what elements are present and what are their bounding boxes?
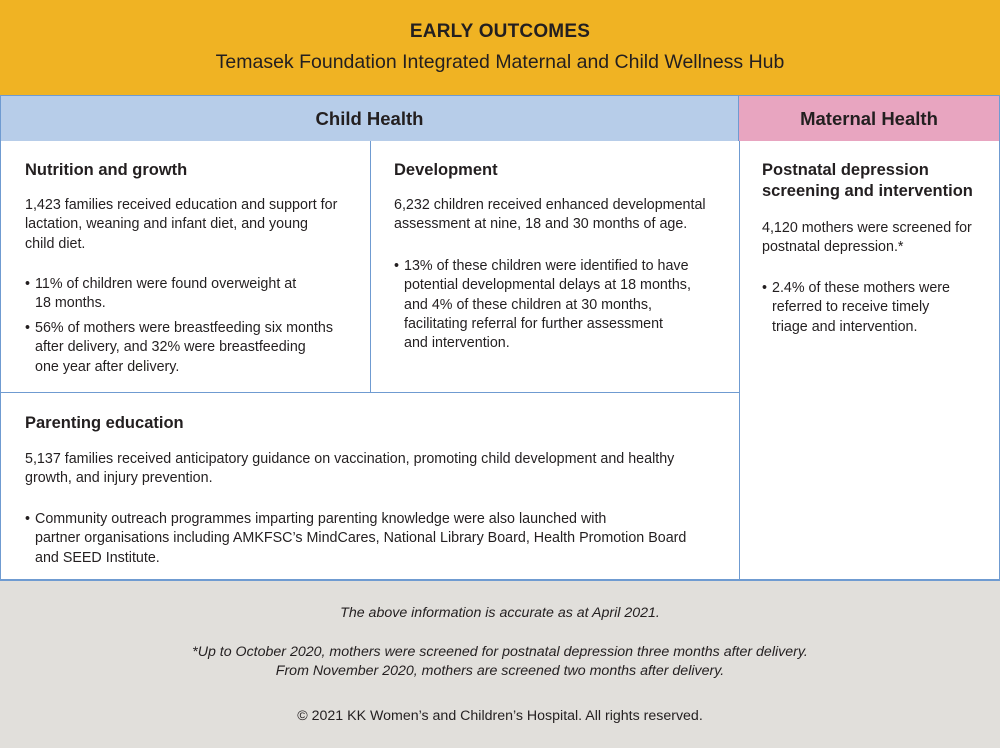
maternal-panel [739,141,1000,580]
nutrition-summary [25,196,337,254]
maternal-title [762,160,973,202]
accuracy-note: The above information is accurate as at April 2021. [340,605,660,621]
footnote-line: From November 2020, mothers are screened two months after delivery. [275,663,725,679]
text-line: 1,423 families received education and support for [25,197,338,213]
child-health-label: Child Health [315,108,424,129]
bullet-icon: • [762,280,768,296]
text-line: one year after delivery. [35,358,180,375]
text-line: 6,232 children received enhanced developmental [394,197,706,213]
parenting-title: Parenting education [25,414,184,432]
development-title: Development [394,161,498,179]
text-line: partner organisations including AMKFSC’s MindCares, National Library Board, Health Promotion Board [35,530,687,547]
text-line: and intervention. [404,335,510,352]
title-line: screening and intervention [762,182,973,200]
text-line: lactation, weaning and infant diet, and young [25,216,308,233]
text-line: postnatal depression.* [762,239,904,256]
text-line: 5,137 families received anticipatory guidance on vaccination, promoting child development and healthy [25,451,675,467]
text-line: assessment at nine, 18 and 30 months of age. [394,216,688,233]
text-line: 2.4% of these mothers were [772,280,951,296]
bullet-icon: • [394,258,400,274]
text-line: and 4% of these children at 30 months, [404,296,652,313]
parenting-bullet [25,510,686,568]
child-health-band [0,95,739,142]
nutrition-bullet [25,275,296,314]
header-banner [0,0,1000,95]
parenting-panel [0,392,740,580]
bullet-icon: • [25,511,31,527]
bullet-icon: • [25,320,31,336]
maternal-health-label: Maternal Health [800,108,938,129]
text-line: 56% of mothers were breastfeeding six months [35,320,334,336]
text-line: potential developmental delays at 18 months, [404,277,691,294]
text-line: facilitating referral for further assessment [404,315,664,332]
bullet-icon: • [25,276,31,292]
text-line: triage and intervention. [772,318,918,335]
text-line: child diet. [25,235,86,252]
text-line: 11% of children were found overweight at [35,276,297,292]
text-line: growth, and injury prevention. [25,470,213,487]
footnote-line: *Up to October 2020, mothers were screened for postnatal depression three months after delivery. [192,644,808,660]
text-line: referred to receive timely [772,299,930,316]
nutrition-panel [0,141,371,393]
text-line: and SEED Institute. [35,549,160,566]
development-panel [370,141,740,393]
copyright-text: © 2021 KK Women’s and Children’s Hospital. All rights reserved. [297,708,703,724]
text-line: 4,120 mothers were screened for [762,220,972,236]
maternal-health-band [739,95,1000,142]
nutrition-bullet [25,319,333,377]
development-summary [394,196,706,235]
development-bullet [394,257,691,353]
maternal-summary [762,219,972,258]
text-line: 18 months. [35,295,106,312]
text-line: 13% of these children were identified to have [404,258,689,274]
footer [0,580,1000,748]
page-subtitle: Temasek Foundation Integrated Maternal and Child Wellness Hub [215,51,785,73]
page-title: EARLY OUTCOMES [409,21,591,42]
maternal-bullet [762,279,950,337]
parenting-summary [25,450,674,489]
nutrition-title: Nutrition and growth [25,161,188,179]
text-line: Community outreach programmes imparting parenting knowledge were also launched with [35,511,607,527]
title-line: Postnatal depression [762,161,929,179]
text-line: after delivery, and 32% were breastfeeding [35,339,306,356]
